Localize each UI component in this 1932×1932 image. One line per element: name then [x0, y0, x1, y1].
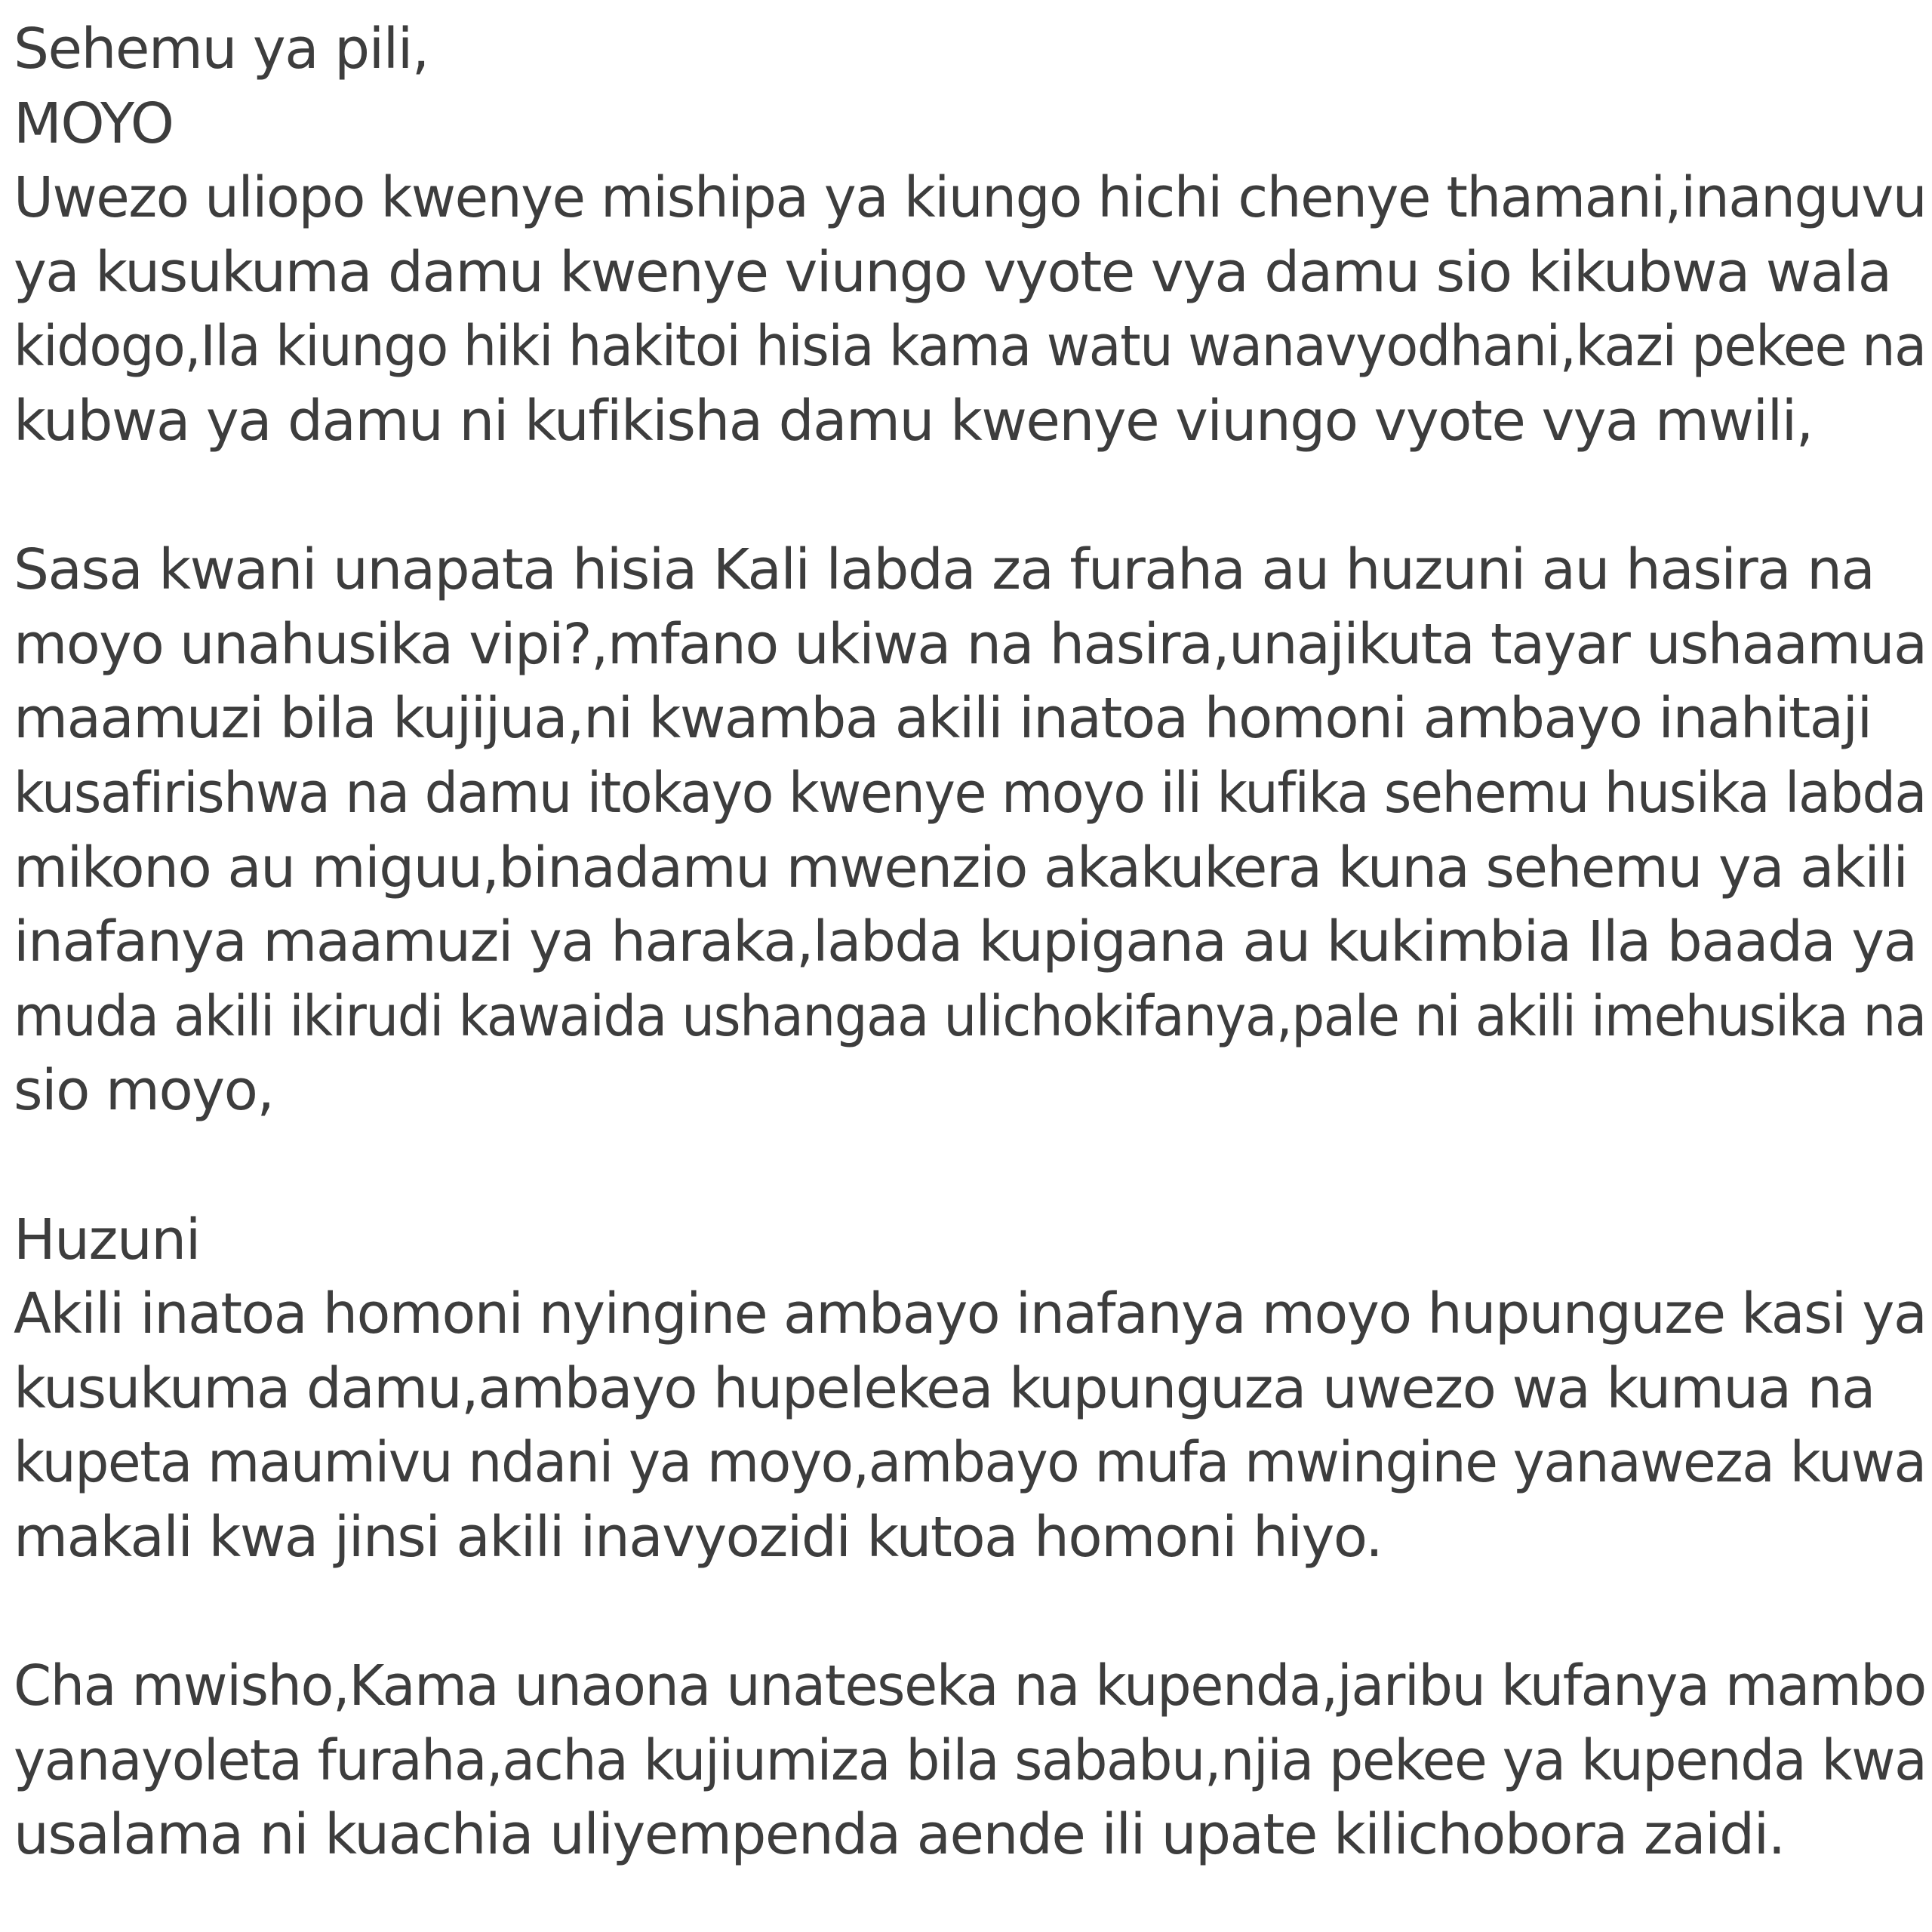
paragraph-line: inafanya maamuzi ya haraka,labda kupigana au kukimbia Ila baada ya	[14, 909, 1917, 975]
paragraph-line: kusukuma damu,ambayo hupelekea kupunguza uwezo wa kumua na	[14, 1355, 1875, 1421]
paragraph-4	[14, 1649, 1932, 1872]
paragraph-line: ya kusukuma damu kwenye viungo vyote vya damu sio kikubwa wala	[14, 239, 1891, 305]
paragraph-spacer	[14, 459, 1932, 534]
heading-moyo: MOYO	[14, 91, 174, 156]
paragraph-line: kidogo,Ila kiungo hiki hakitoi hisia kama watu wanavyodhani,kazi pekee na	[14, 314, 1926, 380]
paragraph-line: Sasa kwani unapata hisia Kali labda za furaha au huzuni au hasira na	[14, 537, 1875, 603]
subheading-huzuni: Huzuni	[14, 1207, 200, 1272]
paragraph-line: maamuzi bila kujijua,ni kwamba akili inatoa homoni ambayo inahitaji	[14, 686, 1872, 752]
paragraph-line: mikono au miguu,binadamu mwenzio akakukera kuna sehemu ya akili	[14, 835, 1908, 900]
paragraph-line: Akili inatoa homoni nyingine ambayo inafanya moyo hupunguze kasi ya	[14, 1281, 1927, 1347]
paragraph-line: makali kwa jinsi akili inavyozidi kutoa homoni hiyo.	[14, 1504, 1383, 1570]
paragraph-line: sio moyo,	[14, 1058, 274, 1124]
paragraph-3	[14, 1277, 1932, 1574]
paragraph-line: kupeta maumivu ndani ya moyo,ambayo mufa mwingine yanaweza kuwa	[14, 1430, 1926, 1496]
section-label: Sehemu ya pili,	[14, 17, 429, 82]
paragraph-1	[14, 161, 1932, 458]
paragraph-line: Cha mwisho,Kama unaona unateseka na kupenda,jaribu kufanya mambo	[14, 1654, 1926, 1719]
paragraph-line: kusafirishwa na damu itokayo kwenye moyo ili kufika sehemu husika labda	[14, 760, 1927, 826]
paragraph-line: yanayoleta furaha,acha kujiumiza bila sababu,njia pekee ya kupenda kwa	[14, 1727, 1927, 1793]
paragraph-line: kubwa ya damu ni kufikisha damu kwenye viungo vyote vya mwili,	[14, 388, 1813, 454]
paragraph-line: moyo unahusika vipi?,mfano ukiwa na hasira,unajikuta tayar ushaamua	[14, 611, 1927, 677]
paragraph-line: usalama ni kuachia uliyempenda aende ili upate kilichobora zaidi.	[14, 1802, 1785, 1868]
paragraph-line: Uwezo uliopo kwenye mishipa ya kiungo hichi chenye thamani,inanguvu	[14, 165, 1927, 231]
paragraph-2	[14, 533, 1932, 1128]
paragraph-spacer	[14, 1128, 1932, 1203]
paragraph-spacer	[14, 1574, 1932, 1649]
paragraph-line: muda akili ikirudi kawaida ushangaa ulichokifanya,pale ni akili imehusika na	[14, 983, 1926, 1049]
